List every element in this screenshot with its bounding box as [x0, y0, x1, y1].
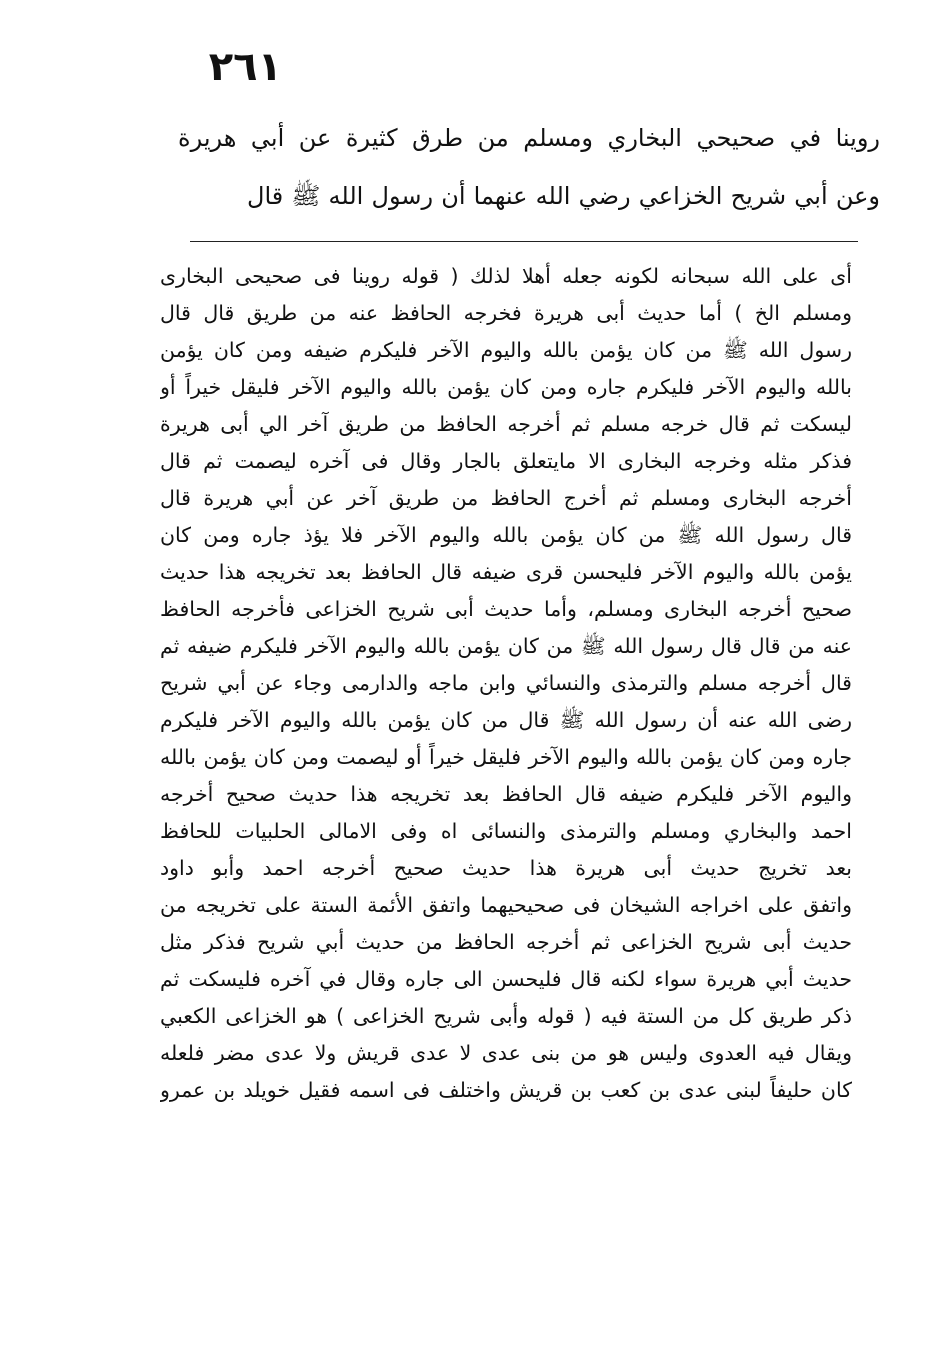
page-number: ٢٦١ — [208, 44, 282, 90]
commentary-line: أى على الله سبحانه لكونه جعله أهلا لذلك ( قوله روينا فى صحيحى البخارى — [160, 264, 852, 288]
commentary-line: عنه من قال قال رسول الله ﷺ من كان يؤمن بالله واليوم الآخر فليكرم ضيفه ثم — [160, 634, 852, 658]
commentary-line: صحيح أخرجه البخارى ومسلم، وأما حديث أبى شريح الخزاعى فأخرجه الحافظ — [160, 597, 852, 621]
commentary-line: رسول الله ﷺ من كان يؤمن بالله واليوم الآخر فليكرم ضيفه ومن كان يؤمن — [160, 338, 852, 362]
commentary-line: يؤمن بالله واليوم الآخر فليحسن قرى ضيفه قال الحافظ بعد تخريجه هذا حديث — [160, 560, 852, 584]
commentary-line: بعد تخريج حديث أبى هريرة هذا حديث صحيح أخرجه احمد وأبو داود — [160, 856, 852, 880]
commentary-line: ليسكت ثم قال خرجه مسلم ثم أخرجه الحافظ من طريق آخر الي أبى هريرة — [160, 412, 852, 436]
commentary-line: ومسلم الخ ) أما حديث أبى هريرة فخرجه الحافظ عنه من طريق قال قال — [160, 301, 852, 325]
commentary-line: جاره ومن كان يؤمن بالله واليوم الآخر فليقل خيراً أو ليصمت ومن كان يؤمن بالله — [160, 745, 852, 769]
commentary-line: أخرجه البخارى ومسلم ثم أخرج الحافظ من طريق آخر عن أبي هريرة قال — [160, 486, 852, 510]
commentary-line: كان حليفاً لبنى عدى بن كعب بن قريش واختلف فى اسمه فقيل خويلد بن عمرو — [160, 1078, 852, 1102]
commentary-line: ويقال فيه العدوى وليس هو من بنى عدى لا عدى قريش ولا عدى مضر فلعله — [160, 1041, 852, 1065]
commentary-line: حديث أبي هريرة سواء لكنه قال فليحسن الى جاره وقال في آخره فليسكت ثم — [160, 967, 852, 991]
commentary-line: حديث أبى شريح الخزاعى ثم أخرجه الحافظ من حديث أبي شريح فذكر مثل — [160, 930, 852, 954]
commentary-line: قال رسول الله ﷺ من كان يؤمن بالله واليوم الآخر فلا يؤذ جاره ومن كان — [160, 523, 852, 547]
commentary-block — [160, 258, 852, 1109]
commentary-line: احمد والبخاري ومسلم والترمذى والنسائى اه وفى الامالى الحلبيات للحافظ — [160, 819, 852, 843]
divider-rule — [190, 241, 858, 242]
main-text-line-1: روينا في صحيحي البخاري ومسلم من طرق كثيرة عن أبي هريرة — [178, 124, 880, 152]
commentary-line: بالله واليوم الآخر فليكرم جاره ومن كان يؤمن بالله واليوم الآخر فليقل خيراً أو — [160, 375, 852, 399]
commentary-line: فذكر مثله وخرجه البخارى الا مايتعلق بالجار وقال فى آخره ليصمت ثم قال — [160, 449, 852, 473]
main-text-line-2: وعن أبي شريح الخزاعي رضي الله عنهما أن رسول الله ﷺ قال — [247, 182, 880, 210]
commentary-line: قال أخرجه مسلم والترمذى والنسائي وابن ماجه والدارمى وجاء عن أبي شريح — [160, 671, 852, 695]
commentary-line: واليوم الآخر فليكرم ضيفه قال الحافظ بعد تخريجه هذا حديث صحيح أخرجه — [160, 782, 852, 806]
commentary-line: واتفق على اخراجه الشيخان فى صحيحيهما واتفق الأئمة الستة على تخريجه من — [160, 893, 852, 917]
commentary-line: رضى الله عنه أن رسول الله ﷺ قال من كان يؤمن بالله واليوم الآخر فليكرم — [160, 708, 852, 732]
commentary-line: ذكر طريق كل من الستة فيه ( قوله وأبى شريح الخزاعى ) هو الخزاعى الكعبي — [160, 1004, 852, 1028]
